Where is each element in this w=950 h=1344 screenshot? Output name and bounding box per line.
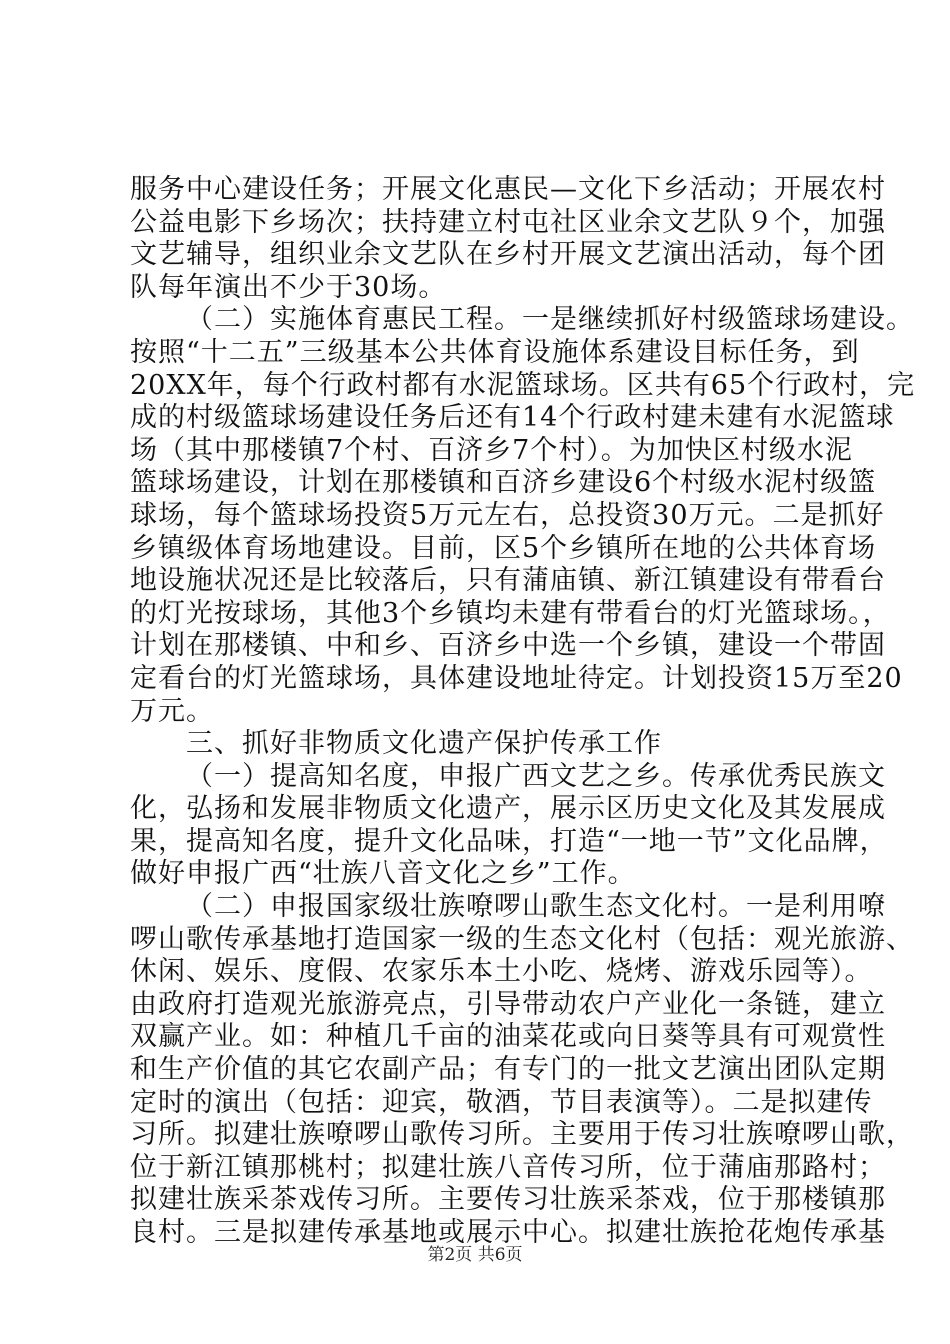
text-line: 啰山歌传承基地打造国家一级的生态文化村（包括：观光旅游、: [130, 923, 914, 955]
text-line: 公益电影下乡场次；扶持建立村屯社区业余文艺队９个，加强: [130, 206, 886, 238]
text-line: 化，弘扬和发展非物质文化遗产，展示区历史文化及其发展成: [130, 793, 886, 825]
text-line: 定时的演出（包括：迎宾，敬酒，节目表演等）。二是拟建传: [130, 1086, 873, 1118]
text-line: 做好申报广西“壮族八音文化之乡”工作。: [130, 858, 636, 890]
text-line: 乡镇级体育场地建设。目前，区5个乡镇所在地的公共体育场: [130, 532, 877, 564]
document-body: [130, 174, 916, 1250]
text-line: 和生产价值的其它农副产品；有专门的一批文艺演出团队定期: [130, 1054, 886, 1086]
text-line: 成的村级篮球场建设任务后还有14个行政村建未建有水泥篮球: [130, 402, 895, 434]
text-line: 果，提高知名度，提升文化品味，打造“一地一节”文化品牌，: [130, 825, 888, 857]
text-line: 休闲、娱乐、度假、农家乐本土小吃、烧烤、游戏乐园等）。: [130, 956, 873, 988]
paragraph-start-line: （一）提高知名度，申报广西文艺之乡。传承优秀民族文: [186, 760, 886, 792]
text-line: 篮球场建设，计划在那楼镇和百济乡建设6个村级水泥村级篮: [130, 467, 877, 499]
text-line: 20XX年，每个行政村都有水泥篮球场。区共有65个行政村，完: [130, 369, 916, 401]
text-line: 双赢产业。如：种植几千亩的油菜花或向日葵等具有可观赏性: [130, 1021, 886, 1053]
text-line: 场（其中那楼镇7个村、百济乡7个村）。为加快区村级水泥: [130, 434, 853, 466]
text-line: 习所。拟建壮族嘹啰山歌传习所。主要用于传习壮族嘹啰山歌，: [130, 1119, 914, 1151]
text-line: 良村。三是拟建传承基地或展示中心。拟建壮族抢花炮传承基: [130, 1217, 886, 1248]
text-line: 文艺辅导，组织业余文艺队在乡村开展文艺演出活动，每个团: [130, 239, 886, 271]
text-line: 按照“十二五”三级基本公共体育设施体系建设目标任务，到: [130, 336, 860, 368]
text-line: 拟建壮族采茶戏传习所。主要传习壮族采茶戏，位于那楼镇那: [130, 1184, 886, 1216]
paragraph-start-line: （二）实施体育惠民工程。一是继续抓好村级篮球场建设。: [186, 304, 914, 336]
text-line: 球场，每个篮球场投资5万元左右，总投资30万元。二是抓好: [130, 499, 885, 531]
text-line: 服务中心建设任务；开展文化惠民—文化下乡活动；开展农村: [130, 174, 886, 205]
text-line: 位于新江镇那桃村；拟建壮族八音传习所，位于蒲庙那路村；: [130, 1151, 886, 1183]
text-line: 的灯光按球场，其他3个乡镇均未建有带看台的灯光篮球场。，: [130, 597, 891, 629]
paragraph-start-line: （二）申报国家级壮族嘹啰山歌生态文化村。一是利用嘹: [186, 891, 886, 923]
text-line: 队每年演出不少于30场。: [130, 271, 447, 303]
text-line: 地设施状况还是比较落后，只有蒲庙镇、新江镇建设有带看台: [130, 565, 886, 597]
section-heading: 三、抓好非物质文化遗产保护传承工作: [186, 728, 662, 760]
text-line: 由政府打造观光旅游亮点，引导带动农户产业化一条链，建立: [130, 988, 886, 1020]
text-line: 定看台的灯光篮球场，具体建设地址待定。计划投资15万至20: [130, 662, 903, 694]
page-number-footer: 第2页 共6页: [427, 1245, 523, 1265]
text-line: 计划在那楼镇、中和乡、百济乡中选一个乡镇，建设一个带固: [130, 630, 886, 662]
text-line: 万元。: [130, 695, 214, 727]
